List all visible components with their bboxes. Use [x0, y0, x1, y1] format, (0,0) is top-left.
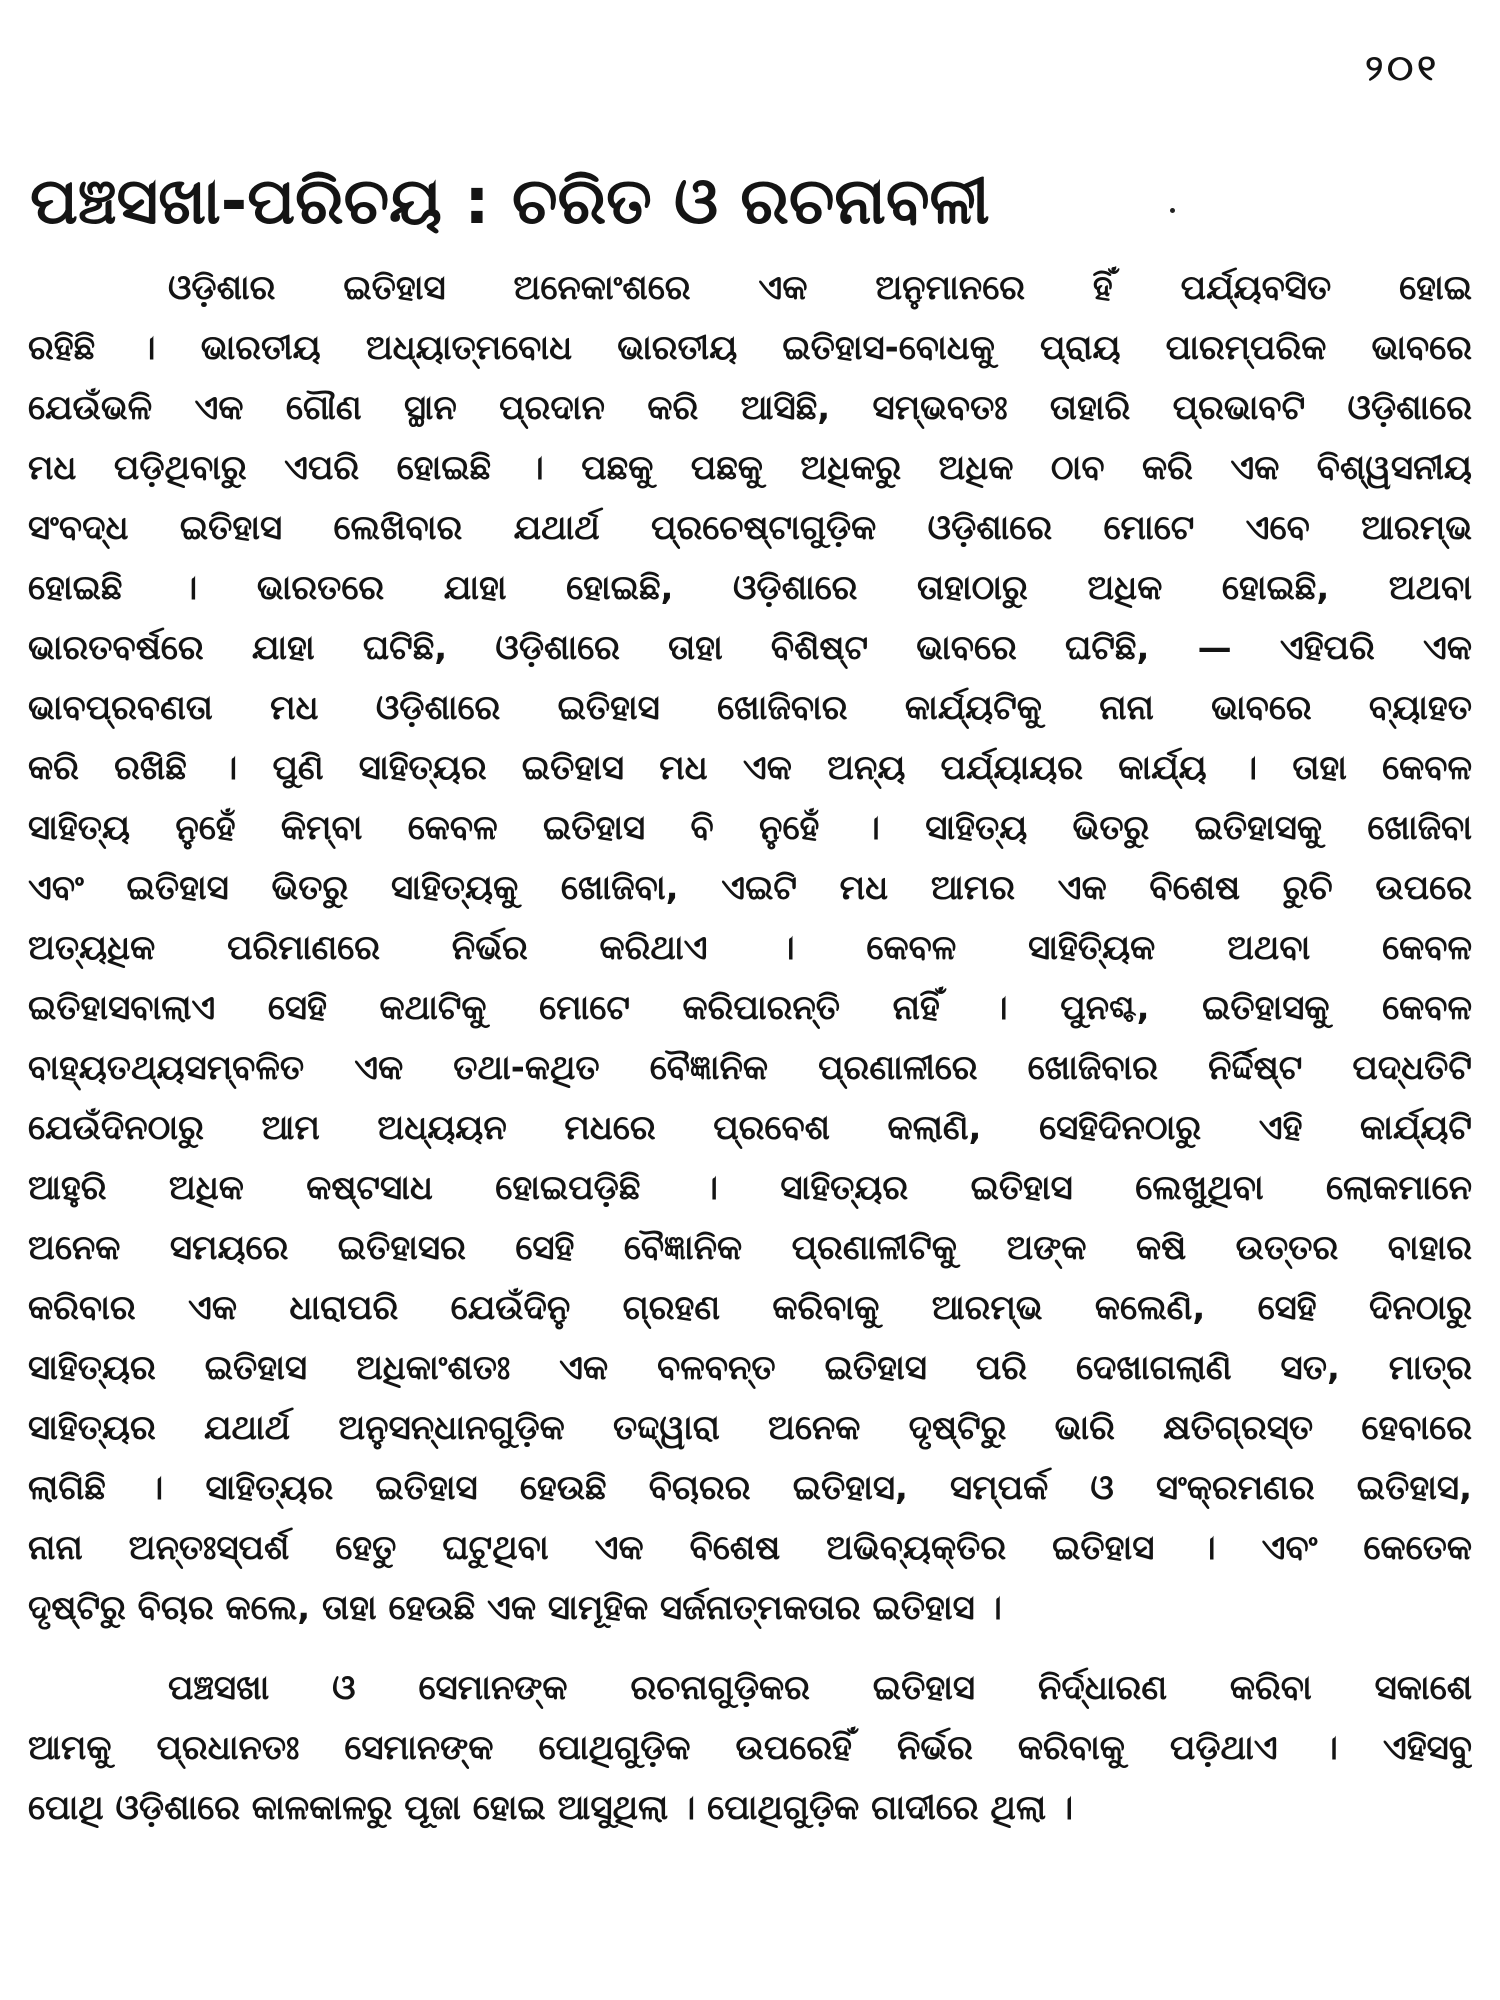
text-line: ଦୃଷ୍ଟିରୁ ବିଚାର କଲେ, ତାହା ହେଉଛି ଏକ ସାମୂହିକ ସର୍ଜନାତ୍ମକତାର ଇତିହାସ । — [28, 1588, 1002, 1628]
text-line: ଏବଂ ଇତିହାସ ଭିତରୁ ସାହିତ୍ୟକୁ ଖୋଜିବା, ଏଇଟି ମଧ ଆମର ଏକ ବିଶେଷ ରୁଚି ଉପରେ — [28, 868, 1472, 908]
text-line: ସଂବଦ୍ଧ ଇତିହାସ ଲେଖିବାର ଯଥାର୍ଥ ପ୍ରଚେଷ୍ଟାଗୁଡ଼ିକ ଓଡ଼ିଶାରେ ମୋଟେ ଏବେ ଆରମ୍ଭ — [28, 508, 1472, 548]
text-line: ଅନେକ ସମୟରେ ଇତିହାସର ସେହି ବୈଜ୍ଞାନିକ ପ୍ରଣାଳୀଟିକୁ ଅଙ୍କ କଷି ଉତ୍ତର ବାହାର — [28, 1228, 1472, 1268]
text-line: ଭାବପ୍ରବଣତା ମଧ ଓଡ଼ିଶାରେ ଇତିହାସ ଖୋଜିବାର କାର୍ଯ୍ୟଟିକୁ ନାନା ଭାବରେ ବ୍ୟାହତ — [28, 688, 1472, 728]
text-line: ରହିଛି । ଭାରତୀୟ ଅଧ୍ୟାତ୍ମବୋଧ ଭାରତୀୟ ଇତିହାସ-ବୋଧକୁ ପ୍ରାୟ ପାରମ୍ପରିକ ଭାବରେ — [28, 328, 1472, 368]
chapter-title: ପଞ୍ଚସଖା-ପରିଚୟ : ଚରିତ ଓ ରଚନାବଳୀ — [30, 165, 990, 239]
text-line: ଭାରତବର୍ଷରେ ଯାହା ଘଟିଛି, ଓଡ଼ିଶାରେ ତାହା ବିଶିଷ୍ଟ ଭାବରେ ଘଟିଛି, — ଏହିପରି ଏକ — [28, 628, 1472, 668]
text-line: ହୋଇଛି । ଭାରତରେ ଯାହା ହୋଇଛି, ଓଡ଼ିଶାରେ ତାହାଠାରୁ ଅଧିକ ହୋଇଛି, ଅଥବା — [28, 568, 1472, 608]
text-line: ଓଡ଼ିଶାର ଇତିହାସ ଅନେକାଂଶରେ ଏକ ଅନୁମାନରେ ହିଁ ପର୍ଯ୍ୟବସିତ ହୋଇ — [168, 268, 1472, 308]
text-line: ନାନା ଅନ୍ତଃସ୍ପର୍ଶ ହେତୁ ଘଟୁଥିବା ଏକ ବିଶେଷ ଅଭିବ୍ୟକ୍ତିର ଇତିହାସ । ଏବଂ କେତେକ — [28, 1528, 1472, 1568]
paragraph — [28, 258, 1472, 1638]
text-line: ଯେଉଁଭଳି ଏକ ଗୌଣ ସ୍ଥାନ ପ୍ରଦାନ କରି ଆସିଛି, ସମ୍ଭବତଃ ତାହାରି ପ୍ରଭାବଟି ଓଡ଼ିଶାରେ — [28, 388, 1472, 428]
text-line: ସାହିତ୍ୟ ନୁହେଁ କିମ୍ବା କେବଳ ଇତିହାସ ବି ନୁହେଁ । ସାହିତ୍ୟ ଭିତରୁ ଇତିହାସକୁ ଖୋଜିବା — [28, 808, 1472, 848]
text-line: କରି ରଖିଛି । ପୁଣି ସାହିତ୍ୟର ଇତିହାସ ମଧ ଏକ ଅନ୍ୟ ପର୍ଯ୍ୟାୟର କାର୍ଯ୍ୟ । ତାହା କେବଳ — [28, 748, 1472, 788]
text-line: ଅତ୍ୟଧିକ ପରିମାଣରେ ନିର୍ଭର କରିଥାଏ । କେବଳ ସାହିତ୍ୟିକ ଅଥବା କେବଳ — [28, 928, 1472, 968]
text-line: ଆମକୁ ପ୍ରଧାନତଃ ସେମାନଙ୍କ ପୋଥିଗୁଡ଼ିକ ଉପରେହିଁ ନିର୍ଭର କରିବାକୁ ପଡ଼ିଥାଏ । ଏହିସବୁ — [28, 1728, 1472, 1768]
paragraph — [28, 1658, 1472, 1838]
text-line: କରିବାର ଏକ ଧାରାପରି ଯେଉଁଦିନୁ ଗ୍ରହଣ କରିବାକୁ ଆରମ୍ଭ କଲେଣି, ସେହି ଦିନଠାରୁ — [28, 1288, 1472, 1328]
text-line: ଇତିହାସବାଲାଏ ସେହି କଥାଟିକୁ ମୋଟେ କରିପାରନ୍ତି ନାହିଁ । ପୁନଶ୍ଚ, ଇତିହାସକୁ କେବଳ — [28, 988, 1472, 1028]
text-line: ସାହିତ୍ୟର ଇତିହାସ ଅଧିକାଂଶତଃ ଏକ ବଳବନ୍ତ ଇତିହାସ ପରି ଦେଖାଗଲାଣି ସତ, ମାତ୍ର — [28, 1348, 1472, 1388]
text-line: ଲାଗିଛି । ସାହିତ୍ୟର ଇତିହାସ ହେଉଛି ବିଚାରର ଇତିହାସ, ସମ୍ପର୍କ ଓ ସଂକ୍ରମଣର ଇତିହାସ, — [28, 1468, 1472, 1508]
text-line: ପଞ୍ଚସଖା ଓ ସେମାନଙ୍କ ରଚନାଗୁଡ଼ିକର ଇତିହାସ ନିର୍ଦ୍ଧାରଣ କରିବା ସକାଶେ — [168, 1668, 1472, 1708]
text-line: ସାହିତ୍ୟର ଯଥାର୍ଥ ଅନୁସନ୍ଧାନଗୁଡ଼ିକ ତଦ୍ଦ୍ୱାରା ଅନେକ ଦୃଷ୍ଟିରୁ ଭାରି କ୍ଷତିଗ୍ରସ୍ତ ହେବାରେ — [28, 1408, 1472, 1448]
text-line: ଆହୁରି ଅଧିକ କଷ୍ଟସାଧ ହୋଇପଡ଼ିଛି । ସାହିତ୍ୟର ଇତିହାସ ଲେଖୁଥିବା ଲୋକମାନେ — [28, 1168, 1472, 1208]
text-line: ମଧ ପଡ଼ିଥିବାରୁ ଏପରି ହୋଇଛି । ପଛକୁ ପଛକୁ ଅଧିକରୁ ଅଧିକ ଠାବ କରି ଏକ ବିଶ୍ୱସନୀୟ — [28, 448, 1472, 488]
text-line: ବାହ୍ୟତଥ୍ୟସମ୍ବଳିତ ଏକ ତଥା-କଥିତ ବୈଜ୍ଞାନିକ ପ୍ରଣାଳୀରେ ଖୋଜିବାର ନିର୍ଦ୍ଦିଷ୍ଟ ପଦ୍ଧତିଟି — [28, 1048, 1472, 1088]
page-number: ୨୦୧ — [1365, 48, 1440, 89]
title-dot-mark — [1170, 208, 1175, 213]
text-line: ଯେଉଁଦିନଠାରୁ ଆମ ଅଧ୍ୟୟନ ମଧରେ ପ୍ରବେଶ କଲାଣି, ସେହିଦିନଠାରୁ ଏହି କାର୍ଯ୍ୟଟି — [28, 1108, 1472, 1148]
body-text — [28, 258, 1472, 1838]
text-line: ପୋଥି ଓଡ଼ିଶାରେ କାଳକାଳରୁ ପୂଜା ହୋଇ ଆସୁଥିଲା । ପୋଥିଗୁଡ଼ିକ ଗାଦୀରେ ଥିଲା । — [28, 1788, 1074, 1828]
